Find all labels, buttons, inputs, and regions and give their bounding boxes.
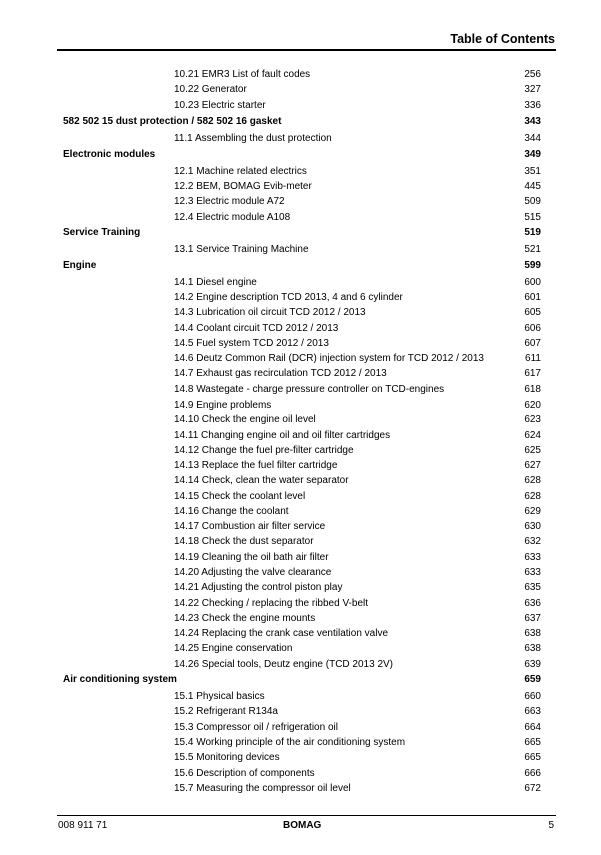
toc-entry-row[interactable]: [0, 550, 601, 565]
toc-entry-title: 14.12 Change the fuel pre-filter cartridge: [174, 445, 354, 456]
toc-chapter-row[interactable]: [0, 258, 601, 273]
toc-entry-title: 14.4 Coolant circuit TCD 2012 / 2013: [174, 323, 339, 334]
toc-entry-row[interactable]: [0, 194, 601, 209]
toc-entry-row[interactable]: [0, 580, 601, 595]
toc-page-number: 665: [524, 737, 541, 748]
toc-page-number: 638: [524, 628, 541, 639]
toc-page-number: 660: [524, 691, 541, 702]
toc-entry-title: 14.3 Lubrication oil circuit TCD 2012 / 2013: [174, 307, 366, 318]
toc-entry-title: 14.2 Engine description TCD 2013, 4 and 6 cylinder: [174, 292, 403, 303]
toc-entry-title: 15.4 Working principle of the air conditioning system: [174, 737, 406, 748]
toc-entry-row[interactable]: [0, 351, 601, 366]
toc-entry-title: 12.1 Machine related electrics: [174, 166, 307, 177]
toc-page-number: 519: [524, 227, 541, 238]
toc-page-number: 625: [524, 445, 541, 456]
toc-page-number: 628: [524, 475, 541, 486]
toc-entry-title: 15.5 Monitoring devices: [174, 752, 280, 763]
toc-entry-row[interactable]: [0, 781, 601, 796]
toc-entry-row[interactable]: [0, 565, 601, 580]
header-divider: [57, 49, 556, 51]
toc-page-number: 632: [524, 536, 541, 547]
toc-chapter-row[interactable]: [0, 147, 601, 162]
toc-page-number: 600: [524, 277, 541, 288]
toc-entry-title: 12.3 Electric module A72: [174, 196, 285, 207]
toc-entry-title: 14.11 Changing engine oil and oil filter cartridges: [174, 430, 391, 441]
toc-page-number: 599: [524, 260, 541, 271]
toc-page-number: 627: [524, 460, 541, 471]
toc-entry-title: 15.1 Physical basics: [174, 691, 265, 702]
toc-entry-title: 14.14 Check, clean the water separator: [174, 475, 349, 486]
toc-page-number: 445: [524, 181, 541, 192]
toc-page-number: 606: [524, 323, 541, 334]
toc-entry-row[interactable]: [0, 443, 601, 458]
toc-entry-title: 14.10 Check the engine oil level: [174, 414, 316, 425]
toc-chapter-title: Air conditioning system: [63, 674, 177, 685]
toc-entry-row[interactable]: [0, 473, 601, 488]
toc-entry-title: 14.20 Adjusting the valve clearance: [174, 567, 332, 578]
toc-entry-title: 14.15 Check the coolant level: [174, 491, 306, 502]
toc-entry-row[interactable]: [0, 290, 601, 305]
toc-entry-title: 14.22 Checking / replacing the ribbed V-belt: [174, 598, 369, 609]
toc-entry-title: 15.6 Description of components: [174, 768, 315, 779]
toc-page-number: 256: [524, 69, 541, 80]
toc-entry-title: 14.23 Check the engine mounts: [174, 613, 316, 624]
toc-entry-row[interactable]: [0, 382, 601, 397]
toc-entry-row[interactable]: [0, 657, 601, 672]
toc-page-number: 664: [524, 722, 541, 733]
toc-entry-row[interactable]: [0, 98, 601, 113]
toc-page-number: 327: [524, 84, 541, 95]
toc-entry-row[interactable]: [0, 720, 601, 735]
toc-entry-row[interactable]: [0, 750, 601, 765]
toc-chapter-title: 582 502 15 dust protection / 582 502 16 gasket: [63, 116, 282, 127]
toc-entry-row[interactable]: [0, 336, 601, 351]
toc-page-number: 620: [524, 400, 541, 411]
toc-entry-title: 14.24 Replacing the crank case ventilation valve: [174, 628, 389, 639]
document-number: 008 911 71: [58, 820, 108, 831]
toc-entry-row[interactable]: [0, 458, 601, 473]
toc-page-number: 611: [525, 353, 541, 364]
footer-divider: [57, 815, 556, 816]
toc-entry-row[interactable]: [0, 534, 601, 549]
toc-chapter-title: Service Training: [63, 227, 141, 238]
toc-entry-row[interactable]: [0, 164, 601, 179]
toc-entry-row[interactable]: [0, 412, 601, 427]
toc-page-number: 630: [524, 521, 541, 532]
toc-page-number: 343: [524, 116, 541, 127]
toc-page-number: 665: [524, 752, 541, 763]
toc-entry-row[interactable]: [0, 641, 601, 656]
toc-page-number: 628: [524, 491, 541, 502]
toc-page-number: 633: [524, 567, 541, 578]
toc-entry-title: 14.8 Wastegate - charge pressure controller on TCD-engines: [174, 384, 445, 395]
toc-page-number: 659: [524, 674, 541, 685]
toc-entry-title: 12.2 BEM, BOMAG Evib-meter: [174, 181, 312, 192]
toc-entry-row[interactable]: [0, 704, 601, 719]
toc-page-number: 617: [524, 368, 541, 379]
toc-entry-row[interactable]: [0, 275, 601, 290]
page-number: 5: [548, 820, 554, 831]
toc-entry-title: 14.26 Special tools, Deutz engine (TCD 2013 2V): [174, 659, 394, 670]
toc-entry-row[interactable]: [0, 398, 601, 413]
toc-entry-row[interactable]: [0, 210, 601, 225]
page-title: Table of Contents: [450, 32, 555, 46]
toc-entry-title: 14.17 Combustion air filter service: [174, 521, 326, 532]
toc-page-number: 515: [524, 212, 541, 223]
toc-entry-row[interactable]: [0, 611, 601, 626]
toc-entry-title: 14.13 Replace the fuel filter cartridge: [174, 460, 338, 471]
toc-entry-row[interactable]: [0, 626, 601, 641]
toc-entry-title: 13.1 Service Training Machine: [174, 244, 309, 255]
toc-entry-title: 14.25 Engine conservation: [174, 643, 293, 654]
toc-chapter-title: Engine: [63, 260, 97, 271]
toc-page-number: 639: [524, 659, 541, 670]
toc-entry-row[interactable]: [0, 504, 601, 519]
toc-entry-row[interactable]: [0, 519, 601, 534]
toc-entry-row[interactable]: [0, 67, 601, 82]
toc-page-number: 601: [524, 292, 541, 303]
toc-page-number: 623: [524, 414, 541, 425]
toc-entry-title: 14.9 Engine problems: [174, 400, 272, 411]
toc-entry-title: 10.22 Generator: [174, 84, 247, 95]
toc-entry-row[interactable]: [0, 689, 601, 704]
toc-page-number: 663: [524, 706, 541, 717]
toc-entry-row[interactable]: [0, 179, 601, 194]
toc-page-number: 521: [524, 244, 541, 255]
toc-entry-title: 15.7 Measuring the compressor oil level: [174, 783, 351, 794]
toc-page-number: 635: [524, 582, 541, 593]
toc-page-number: 605: [524, 307, 541, 318]
toc-page-number: 509: [524, 196, 541, 207]
toc-entry-title: 14.16 Change the coolant: [174, 506, 289, 517]
toc-entry-title: 11.1 Assembling the dust protection: [174, 133, 332, 144]
toc-page-number: 618: [524, 384, 541, 395]
toc-entry-row[interactable]: [0, 305, 601, 320]
toc-page-number: 637: [524, 613, 541, 624]
toc-entry-row[interactable]: [0, 489, 601, 504]
toc-page-number: 349: [524, 149, 541, 160]
toc-page-number: 607: [524, 338, 541, 349]
toc-page-number: 633: [524, 552, 541, 563]
toc-entry-title: 14.18 Check the dust separator: [174, 536, 314, 547]
toc-entry-title: 14.1 Diesel engine: [174, 277, 257, 288]
toc-entry-row[interactable]: [0, 428, 601, 443]
toc-entry-title: 10.21 EMR3 List of fault codes: [174, 69, 311, 80]
toc-page-number: 638: [524, 643, 541, 654]
toc-entry-row[interactable]: [0, 735, 601, 750]
toc-entry-title: 14.5 Fuel system TCD 2012 / 2013: [174, 338, 329, 349]
toc-chapter-row[interactable]: [0, 114, 601, 129]
toc-page-number: 624: [524, 430, 541, 441]
toc-entry-row[interactable]: [0, 242, 601, 257]
toc-entry-title: 10.23 Electric starter: [174, 100, 266, 111]
toc-entry-row[interactable]: [0, 82, 601, 97]
toc-entry-title: 14.7 Exhaust gas recirculation TCD 2012 / 2013: [174, 368, 387, 379]
toc-entry-row[interactable]: [0, 766, 601, 781]
toc-entry-title: 14.19 Cleaning the oil bath air filter: [174, 552, 329, 563]
toc-entry-title: 15.2 Refrigerant R134a: [174, 706, 278, 717]
toc-page-number: 344: [524, 133, 541, 144]
toc-entry-title: 14.6 Deutz Common Rail (DCR) injection system for TCD 2012 / 2013: [174, 353, 484, 364]
toc-entry-row[interactable]: [0, 596, 601, 611]
toc-page-number: 636: [524, 598, 541, 609]
toc-chapter-title: Electronic modules: [63, 149, 156, 160]
toc-chapter-row[interactable]: [0, 225, 601, 240]
toc-page-number: 336: [524, 100, 541, 111]
toc-entry-title: 14.21 Adjusting the control piston play: [174, 582, 343, 593]
toc-page-number: 351: [524, 166, 541, 177]
toc-page-number: 666: [524, 768, 541, 779]
toc-page-number: 672: [524, 783, 541, 794]
brand-name: BOMAG: [283, 820, 322, 831]
toc-chapter-row[interactable]: [0, 672, 601, 687]
toc-entry-title: 12.4 Electric module A108: [174, 212, 291, 223]
toc-entry-row[interactable]: [0, 131, 601, 146]
toc-entry-row[interactable]: [0, 321, 601, 336]
toc-entry-title: 15.3 Compressor oil / refrigeration oil: [174, 722, 338, 733]
toc-page-number: 629: [524, 506, 541, 517]
toc-entry-row[interactable]: [0, 366, 601, 381]
